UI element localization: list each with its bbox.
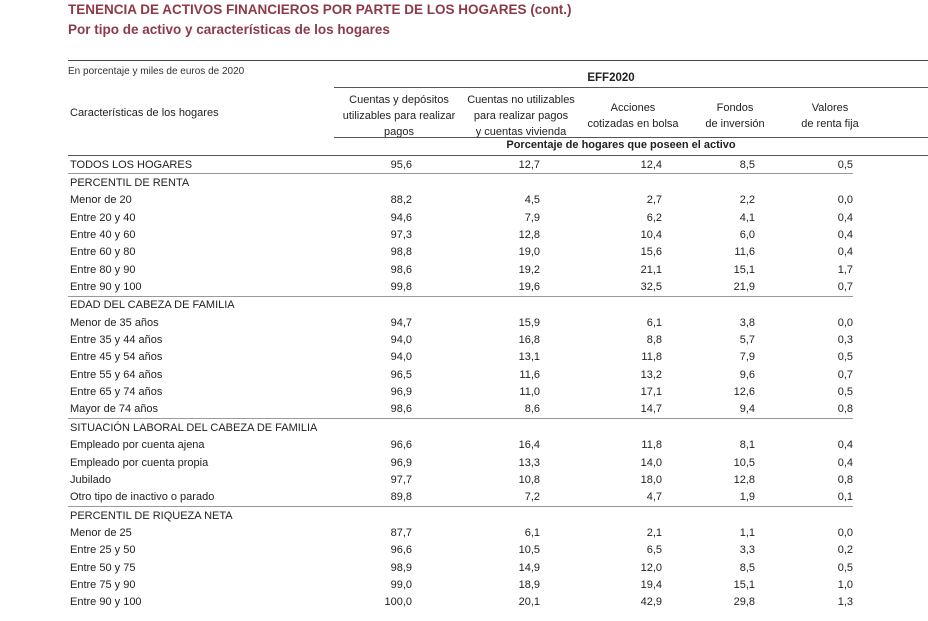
table-row xyxy=(68,192,853,209)
cell-value: 6,1 xyxy=(646,316,662,329)
cell-value: 6,2 xyxy=(646,211,662,224)
row-label: Entre 50 y 75 xyxy=(70,561,136,574)
data-table xyxy=(68,156,853,611)
table-row xyxy=(68,383,853,400)
cell-value: 12,4 xyxy=(640,158,662,171)
cell-value: 87,7 xyxy=(390,526,412,539)
section-row xyxy=(68,296,853,314)
cell-value: 6,1 xyxy=(524,526,540,539)
cell-value: 19,0 xyxy=(518,246,540,259)
cell-value: 7,2 xyxy=(524,491,540,504)
table-subtitle: Por tipo de activo y características de los hogares xyxy=(68,22,390,37)
cell-value: 14,7 xyxy=(640,403,662,416)
cell-value: 97,3 xyxy=(390,229,412,242)
section-row xyxy=(68,174,853,192)
cell-value: 7,9 xyxy=(739,351,755,364)
measure-label: Porcentaje de hogares que poseen el activo xyxy=(506,139,736,151)
cell-value: 10,5 xyxy=(733,456,755,469)
cell-value xyxy=(412,506,540,524)
cell-value: 0,4 xyxy=(837,229,853,242)
cell-value: 19,4 xyxy=(640,578,662,591)
row-label: Entre 35 y 44 años xyxy=(70,334,163,347)
cell-value: 2,2 xyxy=(739,194,755,207)
cell-value: 15,1 xyxy=(733,578,755,591)
cell-value: 19,2 xyxy=(518,263,540,276)
row-label: Entre 65 y 74 años xyxy=(70,386,163,399)
cell-value xyxy=(662,419,755,437)
row-label: Entre 90 y 100 xyxy=(70,281,142,294)
cell-value: 13,1 xyxy=(518,351,540,364)
column-header-4 xyxy=(688,100,782,132)
row-label: Entre 60 y 80 xyxy=(70,246,136,259)
cell-value: 3,3 xyxy=(739,544,755,557)
cell-value: 88,2 xyxy=(390,194,412,207)
cell-value: 0,0 xyxy=(837,316,853,329)
cell-value: 8,8 xyxy=(646,334,662,347)
column-header-line: Valores xyxy=(811,102,849,114)
cell-value: 16,4 xyxy=(518,439,540,452)
cell-value: 29,8 xyxy=(733,596,755,609)
cell-value: 10,4 xyxy=(640,229,662,242)
top-rule xyxy=(68,60,928,61)
section-label: EDAD DEL CABEZA DE FAMILIA xyxy=(68,296,332,314)
cell-value: 6,0 xyxy=(739,229,755,242)
row-label: Entre 25 y 50 xyxy=(70,544,136,557)
table-row xyxy=(68,437,853,454)
cell-value: 10,8 xyxy=(518,473,540,486)
section-label: PERCENTIL DE RENTA xyxy=(68,174,332,192)
cell-value: 2,7 xyxy=(646,194,662,207)
title-text: TENENCIA DE ACTIVOS FINANCIEROS POR PARTE DE LOS HOGARES xyxy=(68,2,527,17)
column-header-line: de renta fija xyxy=(801,118,859,130)
cell-value: 0,5 xyxy=(837,158,853,171)
row-label: Entre 80 y 90 xyxy=(70,263,136,276)
cell-value: 3,8 xyxy=(739,316,755,329)
cell-value: 99,0 xyxy=(390,578,412,591)
table-row xyxy=(68,542,853,559)
section-label: SITUACIÓN LABORAL DEL CABEZA DE FAMILIA xyxy=(68,419,332,437)
cell-value xyxy=(412,174,540,192)
column-header-3 xyxy=(578,100,688,132)
cell-value: 0,7 xyxy=(837,368,853,381)
row-label: Entre 20 y 40 xyxy=(70,211,136,224)
cell-value xyxy=(662,174,755,192)
cell-value: 21,1 xyxy=(640,263,662,276)
cell-value: 16,8 xyxy=(518,334,540,347)
cell-value: 0,0 xyxy=(837,194,853,207)
table-row xyxy=(68,454,853,471)
column-header-line: Acciones xyxy=(610,102,656,114)
cell-value: 11,8 xyxy=(641,351,662,364)
cell-value: 14,0 xyxy=(640,456,662,469)
cell-value: 8,5 xyxy=(739,158,755,171)
cell-value: 1,1 xyxy=(739,526,755,539)
cell-value: 7,9 xyxy=(524,211,540,224)
cell-value: 18,0 xyxy=(640,473,662,486)
cell-value: 98,6 xyxy=(390,263,412,276)
cell-value xyxy=(540,419,662,437)
cell-value xyxy=(662,506,755,524)
cell-value: 13,2 xyxy=(640,368,662,381)
cell-value xyxy=(332,419,412,437)
row-label: Otro tipo de inactivo o parado xyxy=(70,491,215,504)
cell-value: 0,8 xyxy=(837,403,853,416)
section-label: PERCENTIL DE RIQUEZA NETA xyxy=(68,506,332,524)
units-note: En porcentaje y miles de euros de 2020 xyxy=(68,66,245,77)
table-row xyxy=(68,401,853,419)
cell-value: 42,9 xyxy=(640,596,662,609)
cell-value: 21,9 xyxy=(733,281,755,294)
cell-value: 9,6 xyxy=(739,368,755,381)
survey-underline xyxy=(334,87,928,88)
cell-value: 10,5 xyxy=(518,544,540,557)
cell-value: 5,7 xyxy=(739,334,755,347)
table-row xyxy=(68,366,853,383)
cell-value: 0,5 xyxy=(837,386,853,399)
cell-value: 96,6 xyxy=(390,439,412,452)
cell-value: 95,6 xyxy=(390,158,412,171)
cell-value: 12,0 xyxy=(640,561,662,574)
table-row xyxy=(68,471,853,488)
cell-value: 18,9 xyxy=(518,578,540,591)
table-row xyxy=(68,331,853,348)
section-row xyxy=(68,419,853,437)
table-row xyxy=(68,226,853,243)
cell-value: 8,6 xyxy=(524,403,540,416)
cell-value: 8,1 xyxy=(739,439,755,452)
cell-value: 0,0 xyxy=(837,526,853,539)
table-row xyxy=(68,559,853,576)
cell-value xyxy=(332,296,412,314)
cell-value: 99,8 xyxy=(390,281,412,294)
cell-value: 15,6 xyxy=(640,246,662,259)
cell-value: 12,6 xyxy=(733,386,755,399)
cell-value: 1,7 xyxy=(837,263,853,276)
cell-value xyxy=(755,296,853,314)
cell-value xyxy=(540,506,662,524)
column-header-line: cotizadas en bolsa xyxy=(587,118,679,130)
cell-value xyxy=(332,506,412,524)
cell-value: 96,9 xyxy=(390,456,412,469)
table-row xyxy=(68,489,853,507)
table-row xyxy=(68,349,853,366)
cell-value xyxy=(662,296,755,314)
cell-value: 0,4 xyxy=(837,439,853,452)
section-row xyxy=(68,506,853,524)
table-row xyxy=(68,156,853,174)
cell-value: 0,5 xyxy=(837,561,853,574)
cell-value xyxy=(332,174,412,192)
cell-value: 96,9 xyxy=(390,386,412,399)
cell-value: 32,5 xyxy=(640,281,662,294)
cell-value: 98,9 xyxy=(390,561,412,574)
row-label: Jubilado xyxy=(70,473,111,486)
cell-value: 100,0 xyxy=(384,596,412,609)
cell-value: 1,9 xyxy=(739,491,755,504)
cell-value: 4,5 xyxy=(524,194,540,207)
cell-value: 8,5 xyxy=(739,561,755,574)
cell-value: 98,8 xyxy=(390,246,412,259)
cell-value: 12,8 xyxy=(518,229,540,242)
cell-value xyxy=(540,296,662,314)
cell-value: 13,3 xyxy=(518,456,540,469)
table-row xyxy=(68,278,853,296)
column-header-2 xyxy=(462,92,580,140)
cell-value: 98,6 xyxy=(390,403,412,416)
cell-value xyxy=(755,419,853,437)
cell-value xyxy=(755,174,853,192)
column-header-1 xyxy=(334,92,464,140)
cell-value: 0,4 xyxy=(837,246,853,259)
column-header-line: pagos xyxy=(384,126,414,138)
survey-label: EFF2020 xyxy=(587,72,635,84)
cell-value: 94,6 xyxy=(390,211,412,224)
cell-value: 20,1 xyxy=(518,596,540,609)
cell-value: 6,5 xyxy=(646,544,662,557)
cell-value: 11,6 xyxy=(734,246,755,259)
cell-value xyxy=(412,419,540,437)
cell-value: 0,8 xyxy=(837,473,853,486)
column-header-line: Cuentas no utilizables xyxy=(467,94,575,106)
column-header-line: de inversión xyxy=(705,118,765,130)
cell-value: 11,8 xyxy=(641,439,662,452)
cell-value: 4,1 xyxy=(739,211,755,224)
column-header-line: Fondos xyxy=(716,102,754,114)
row-label: Empleado por cuenta propia xyxy=(70,456,209,469)
cell-value: 11,0 xyxy=(519,386,540,399)
cell-value: 12,7 xyxy=(518,158,540,171)
row-label: TODOS LOS HOGARES xyxy=(70,158,193,171)
table-title xyxy=(68,2,572,17)
row-label: Menor de 35 años xyxy=(70,316,159,329)
row-label: Menor de 25 xyxy=(70,526,132,539)
row-label: Entre 40 y 60 xyxy=(70,229,136,242)
column-header-5 xyxy=(784,100,876,132)
cell-value xyxy=(412,296,540,314)
row-label: Entre 90 y 100 xyxy=(70,596,142,609)
table-row xyxy=(68,594,853,611)
table-row xyxy=(68,576,853,593)
cell-value xyxy=(540,174,662,192)
cell-value: 97,7 xyxy=(390,473,412,486)
table-row xyxy=(68,314,853,331)
data-table-body xyxy=(68,156,853,611)
header-rule xyxy=(334,137,928,138)
cell-value: 12,8 xyxy=(733,473,755,486)
table-row xyxy=(68,244,853,261)
table-row xyxy=(68,261,853,278)
cell-value: 15,9 xyxy=(518,316,540,329)
cell-value: 96,6 xyxy=(390,544,412,557)
cell-value: 94,0 xyxy=(390,351,412,364)
cell-value: 19,6 xyxy=(518,281,540,294)
cell-value: 0,5 xyxy=(837,351,853,364)
cell-value: 94,7 xyxy=(390,316,412,329)
cell-value: 9,4 xyxy=(739,403,755,416)
row-label: Empleado por cuenta ajena xyxy=(70,439,205,452)
cell-value: 1,3 xyxy=(837,596,853,609)
cell-value: 0,1 xyxy=(837,491,853,504)
cell-value: 4,7 xyxy=(646,491,662,504)
column-header-line: Cuentas y depósitos xyxy=(349,94,449,106)
row-label: Entre 75 y 90 xyxy=(70,578,136,591)
cell-value: 15,1 xyxy=(733,263,755,276)
row-label: Mayor de 74 años xyxy=(70,403,159,416)
cell-value: 96,5 xyxy=(390,368,412,381)
cell-value xyxy=(755,506,853,524)
cell-value: 17,1 xyxy=(640,386,662,399)
cell-value: 89,8 xyxy=(390,491,412,504)
table-row xyxy=(68,209,853,226)
cell-value: 0,4 xyxy=(837,211,853,224)
cell-value: 2,1 xyxy=(646,526,662,539)
cell-value: 1,0 xyxy=(837,578,853,591)
table-row xyxy=(68,524,853,541)
column-header-line: y cuentas vivienda xyxy=(475,126,567,138)
row-label: Menor de 20 xyxy=(70,194,132,207)
cell-value: 0,3 xyxy=(837,334,853,347)
cell-value: 11,6 xyxy=(519,368,540,381)
column-header-line: utilizables para realizar xyxy=(342,110,456,122)
title-suffix: (cont.) xyxy=(530,2,572,17)
row-header: Características de los hogares xyxy=(70,107,219,119)
row-label: Entre 55 y 64 años xyxy=(70,368,163,381)
cell-value: 0,7 xyxy=(837,281,853,294)
cell-value: 14,9 xyxy=(518,561,540,574)
cell-value: 0,2 xyxy=(837,544,853,557)
cell-value: 94,0 xyxy=(390,334,412,347)
cell-value: 0,4 xyxy=(837,456,853,469)
row-label: Entre 45 y 54 años xyxy=(70,351,163,364)
column-header-line: para realizar pagos xyxy=(473,110,569,122)
